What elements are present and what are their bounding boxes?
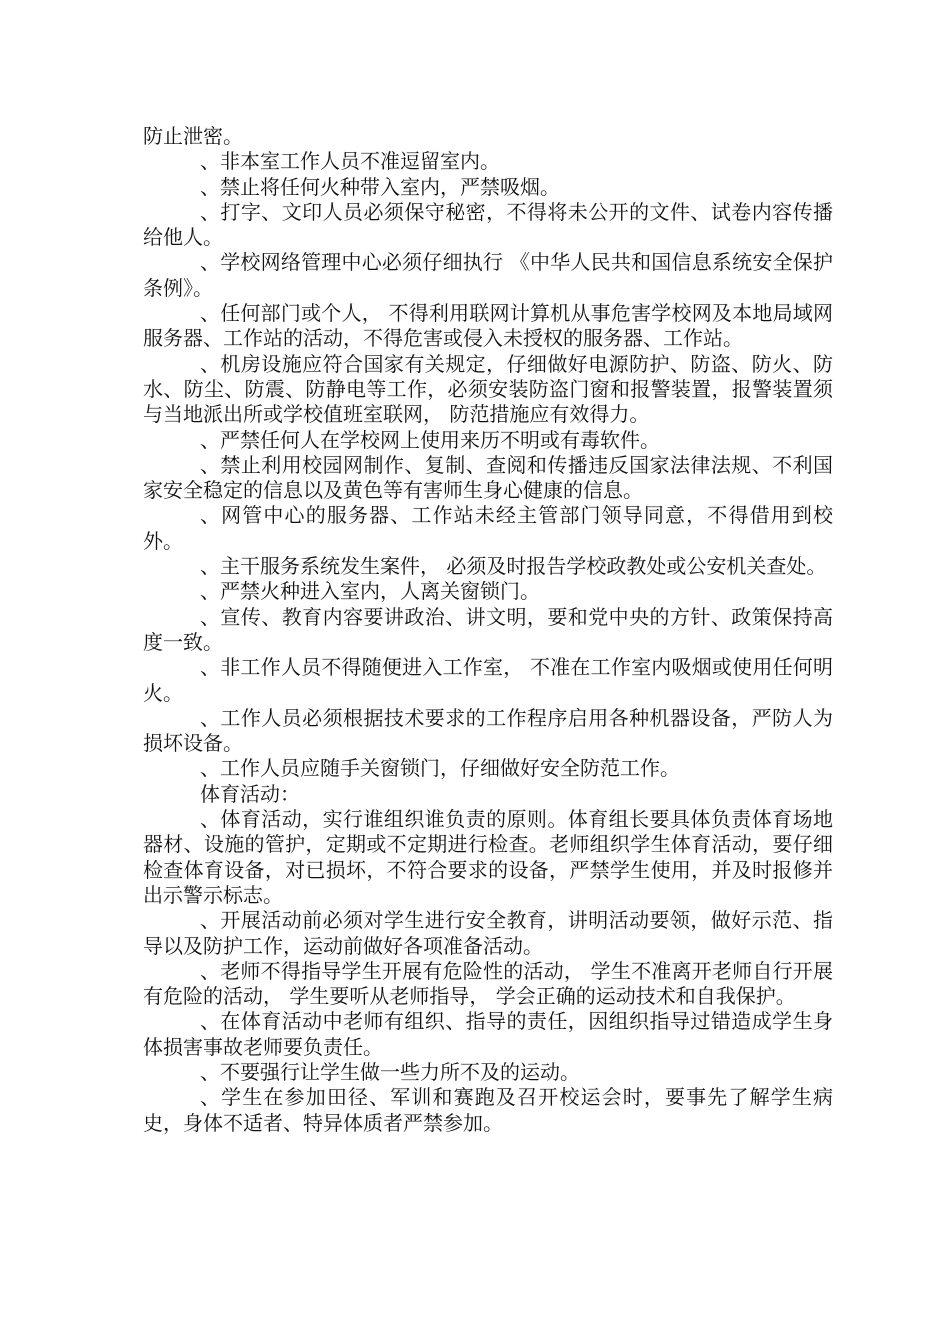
paragraph-rule: 、体育活动，实行谁组织谁负责的原则。体育组长要具体负责体育场地器材、设施的管护，定期或不定期进行检查。老师组织学生体育活动，要仔细检查体育设备，对已损坏，不符合要求的设备，严禁学生使用，并及时报修并出示警示标志。 (143, 807, 833, 907)
paragraph-rule: 、网管中心的服务器、工作站未经主管部门领导同意，不得借用到校外。 (143, 503, 833, 553)
document-body (143, 124, 833, 1136)
paragraph-rule: 、严禁任何人在学校网上使用来历不明或有毒软件。 (200, 427, 660, 452)
paragraph-rule: 、宣传、教育内容要讲政治、讲文明，要和党中央的方针、政策保持高度一致。 (143, 604, 833, 654)
paragraph-rule: 、禁止将任何火种带入室内，严禁吸烟。 (200, 174, 560, 199)
paragraph-rule: 、打字、文印人员必须保守秘密，不得将未公开的文件、试卷内容传播给他人。 (143, 199, 833, 250)
paragraph-rule: 、开展活动前必须对学生进行安全教育，讲明活动要领，做好示范、指导以及防护工作，运动前做好各项准备活动。 (143, 908, 833, 958)
paragraph-rule: 、禁止利用校园网制作、复制、查阅和传播违反国家法律法规、不利国家安全稳定的信息以及黄色等有害师生身心健康的信息。 (143, 452, 833, 503)
section-heading-sports: 体育活动： (200, 781, 300, 806)
paragraph-rule: 、任何部门或个人， 不得利用联网计算机从事危害学校网及本地局域网服务器、工作站的活动，不得危害或侵入未授权的服务器、工作站。 (143, 301, 833, 351)
paragraph-continuation: 防止泄密。 (143, 124, 243, 148)
paragraph-rule: 、非本室工作人员不准逗留室内。 (200, 149, 500, 174)
paragraph-rule: 、工作人员应随手关窗锁门，仔细做好安全防范工作。 (200, 756, 680, 781)
paragraph-rule: 、严禁火种进入室内，人离关窗锁门。 (200, 579, 540, 604)
paragraph-rule: 、不要强行让学生做一些力所不及的运动。 (200, 1059, 580, 1084)
paragraph-rule: 、学生在参加田径、军训和赛跑及召开校运会时，要事先了解学生病史，身体不适者、特异体质者严禁参加。 (143, 1085, 833, 1135)
paragraph-rule: 、主干服务系统发生案件， 必须及时报告学校政教处或公安机关查处。 (200, 554, 827, 579)
paragraph-rule: 、在体育活动中老师有组织、指导的责任，因组织指导过错造成学生身体损害事故老师要负责任。 (143, 1009, 833, 1059)
paragraph-rule: 、机房设施应符合国家有关规定，仔细做好电源防护、防盗、防火、防水、防尘、防震、防静电等工作，必须安装防盗门窗和报警装置，报警装置须与当地派出所或学校值班室联网， 防范措施应有效得力。 (143, 351, 833, 427)
paragraph-rule: 、学校网络管理中心必须仔细执行 《中华人民共和国信息系统安全保护条例》。 (143, 250, 833, 300)
paragraph-rule: 、工作人员必须根据技术要求的工作程序启用各种机器设备，严防人为损坏设备。 (143, 705, 833, 756)
paragraph-rule: 、非工作人员不得随便进入工作室， 不准在工作室内吸烟或使用任何明火。 (143, 655, 833, 705)
paragraph-rule: 、老师不得指导学生开展有危险性的活动， 学生不准离开老师自行开展有危险的活动， 学生要听从老师指导， 学会正确的运动技术和自我保护。 (143, 958, 833, 1009)
